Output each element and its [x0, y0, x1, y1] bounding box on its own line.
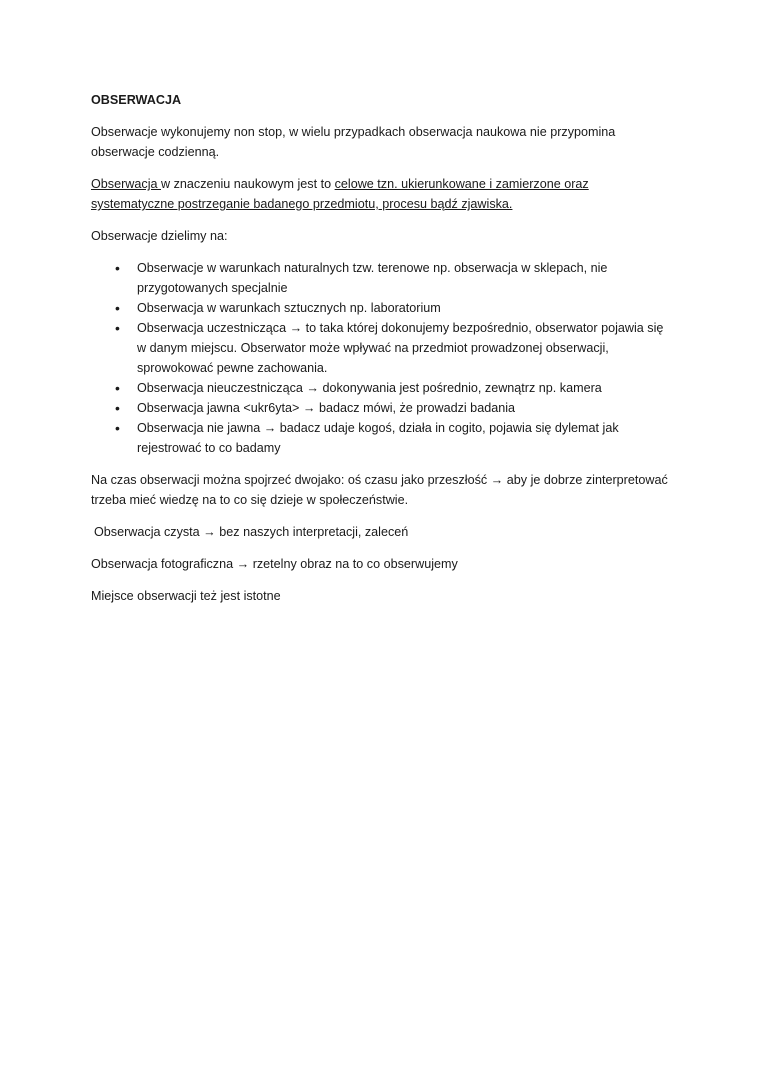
list-item: • Obserwacja jawna <ukr6yta> → badacz mówi, że prowadzi badania [137, 398, 671, 418]
definition-paragraph [91, 174, 671, 214]
list-item: • Obserwacja nieuczestnicząca → dokonywania jest pośrednio, zewnątrz np. kamera [137, 378, 671, 398]
paragraph-pure: Obserwacja czysta → bez naszych interpretacji, zaleceń [94, 525, 409, 539]
list-item: • Obserwacje w warunkach naturalnych tzw. terenowe np. obserwacja w sklepach, nie przygotowanych specjalnie [137, 258, 671, 298]
list-intro: Obserwacje dzielimy na: [91, 229, 228, 243]
paragraph-time: Na czas obserwacji można spojrzeć dwojako: oś czasu jako przeszłość → aby je dobrze zinterpretować trzeba mieć wiedzę na to co się dzieje w społeczeństwie. [91, 473, 668, 507]
observation-types-list [91, 258, 671, 458]
definition-term: Obserwacja [91, 177, 161, 191]
paragraph-place: Miejsce obserwacji też jest istotne [91, 589, 281, 603]
list-item: • Obserwacja w warunkach sztucznych np. laboratorium [137, 298, 671, 318]
definition-rest: celowe tzn. ukierunkowane i zamierzone oraz systematyczne postrzeganie badanego przedmiotu, procesu bądź zjawiska. [91, 177, 589, 211]
list-item: • Obserwacja nie jawna → badacz udaje kogoś, działa in cogito, pojawia się dylemat jak rejestrować to co badamy [137, 418, 671, 458]
definition-middle: w znaczeniu naukowym jest to [161, 177, 335, 191]
document-title: OBSERWACJA [91, 93, 182, 107]
list-item: • Obserwacja uczestnicząca → to taka której dokonujemy bezpośrednio, obserwator pojawia się w danym miejscu. Obserwator może wpływać na przedmiot prowadzonej obserwacji, sprowokować pewne zachowania. [137, 318, 671, 378]
paragraph-photo: Obserwacja fotograficzna → rzetelny obraz na to co obserwujemy [91, 557, 458, 571]
document-page [91, 90, 671, 618]
paragraph-intro: Obserwacje wykonujemy non stop, w wielu przypadkach obserwacja naukowa nie przypomina obserwacje codzienną. [91, 125, 616, 159]
